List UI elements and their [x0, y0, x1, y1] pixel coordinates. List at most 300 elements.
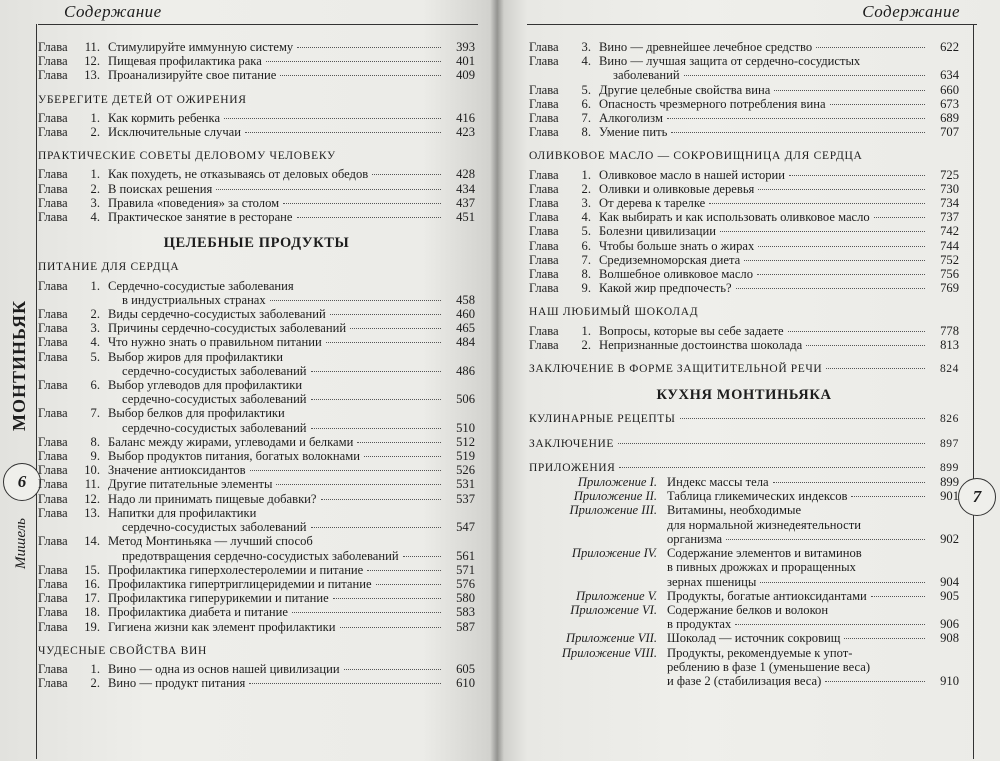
title-line — [108, 364, 475, 378]
leader-dots — [333, 598, 441, 599]
chapter-label: Глава — [529, 337, 559, 352]
chapter-number: 11. — [84, 40, 100, 54]
page-ref: 547 — [456, 520, 475, 535]
page-ref: 778 — [940, 323, 959, 338]
title-text: Таблица гликемических индексов — [667, 489, 848, 504]
title-text: Надо ли принимать пищевые добавки? — [108, 491, 317, 506]
chapter-number: 19. — [84, 619, 100, 634]
chapter-number: 7. — [90, 406, 100, 421]
page-ref: 561 — [456, 548, 475, 563]
chapter-label: Глава — [38, 576, 68, 591]
chapter-title — [108, 662, 475, 676]
title-line — [108, 293, 475, 307]
chapter-entry — [38, 335, 475, 349]
chapter-number: 7. — [581, 252, 591, 267]
title-line: Выбор белков для профилактики — [108, 406, 285, 421]
chapter-number: 2. — [90, 307, 100, 322]
title-text: Оливки и оливковые деревья — [599, 181, 755, 196]
chapter-number: 1. — [90, 661, 100, 676]
chapter-title — [108, 463, 475, 477]
chapter-title — [599, 196, 959, 210]
chapter-title — [599, 125, 959, 139]
chapter-number: 6. — [581, 238, 591, 253]
leader-dots — [709, 203, 925, 204]
chapter-label: Глава — [38, 676, 68, 691]
page-ref: 622 — [940, 40, 959, 54]
chapter-entry — [38, 605, 475, 619]
title-text: сердечно-сосудистых заболеваний — [122, 363, 307, 378]
title-text: Вино — древнейшее лечебное средство — [599, 40, 813, 54]
chapter-entry — [38, 406, 475, 434]
chapter-entry — [38, 196, 475, 210]
chapter-label: Глава — [529, 238, 559, 253]
leader-dots — [684, 75, 925, 76]
page-ref: 506 — [456, 392, 475, 407]
chapter-number: 11. — [84, 477, 100, 492]
chapter-title — [667, 631, 959, 645]
title-text: предотвращения сердечно-сосудистых заболеваний — [122, 548, 399, 563]
chapter-number: 6. — [90, 378, 100, 393]
page-ref: 510 — [456, 420, 475, 435]
page-ref: 901 — [940, 489, 959, 504]
page-ref: 660 — [940, 82, 959, 97]
title-line: Содержание белков и волокон — [667, 602, 829, 617]
title-text: Причины сердечно-сосудистых заболеваний — [108, 321, 347, 336]
chapter-label: Глава — [38, 661, 68, 676]
title-line — [108, 449, 475, 463]
title-line — [108, 662, 475, 676]
title-line — [108, 605, 475, 619]
chapter-title — [108, 307, 475, 321]
chapter-label: Глава — [38, 40, 68, 54]
page-ref: 486 — [456, 363, 475, 378]
chapter-entry — [529, 253, 959, 267]
title-line — [599, 239, 959, 253]
page-ref: 769 — [940, 281, 959, 296]
section-title: ПРИЛОЖЕНИЯ — [529, 461, 616, 474]
title-line — [108, 125, 475, 139]
page-ref: 409 — [456, 68, 475, 83]
chapter-entry — [529, 125, 959, 139]
title-text: организма — [667, 531, 723, 546]
title-line: реблению в фазе 1 (уменьшение веса) — [667, 659, 871, 674]
chapter-title — [108, 196, 475, 210]
chapter-label: Глава — [38, 278, 68, 293]
side-rule — [36, 24, 37, 759]
chapter-entry — [529, 83, 959, 97]
chapter-title — [667, 503, 959, 546]
chapter-number: 1. — [90, 110, 100, 125]
appendix-entry — [529, 603, 959, 631]
chapter-title — [108, 350, 475, 378]
chapter-entry — [38, 40, 475, 54]
page-ref: 813 — [940, 337, 959, 352]
title-line — [108, 210, 475, 224]
chapter-number: 2. — [581, 181, 591, 196]
section-entry — [529, 437, 959, 451]
title-line — [108, 421, 475, 435]
chapter-entry — [529, 224, 959, 238]
title-line — [108, 307, 475, 321]
leader-dots — [376, 584, 441, 585]
chapter-entry — [38, 167, 475, 181]
page-ref: 484 — [456, 335, 475, 350]
chapter-title — [108, 620, 475, 634]
title-text: Умение пить — [599, 125, 668, 140]
chapter-title — [108, 54, 475, 68]
title-line — [108, 435, 475, 449]
chapter-title — [108, 449, 475, 463]
part-heading: КУХНЯ МОНТИНЬЯКА — [656, 387, 832, 404]
title-line — [599, 224, 959, 238]
title-line — [599, 281, 959, 295]
chapter-label: Приложение VI. — [570, 602, 657, 617]
leader-dots — [216, 189, 441, 190]
chapter-title — [599, 210, 959, 224]
page-ref: 526 — [456, 463, 475, 478]
title-text: Болезни цивилизации — [599, 224, 716, 239]
section-title: ЗАКЛЮЧЕНИЕ — [529, 437, 615, 450]
title-line — [108, 196, 475, 210]
chapter-number: 14. — [84, 534, 100, 549]
chapter-number: 1. — [90, 278, 100, 293]
title-text: Другие питательные элементы — [108, 477, 273, 492]
title-line — [599, 210, 959, 224]
page-ref: 634 — [940, 68, 959, 83]
leader-dots — [340, 627, 441, 628]
page-ref: 580 — [456, 591, 475, 606]
chapter-entry — [529, 324, 959, 338]
chapter-label: Глава — [529, 181, 559, 196]
title-line: Содержание элементов и витаминов — [667, 546, 862, 561]
title-line — [599, 97, 959, 111]
title-line: Сердечно-сосудистые заболевания — [108, 278, 294, 293]
leader-dots — [874, 217, 925, 218]
chapter-label: Приложение IV. — [571, 546, 657, 561]
chapter-number: 17. — [84, 591, 100, 606]
title-text: Профилактика диабета и питание — [108, 605, 288, 620]
chapter-title — [599, 111, 959, 125]
leader-dots — [789, 175, 925, 176]
leader-dots — [245, 132, 441, 133]
chapter-title — [108, 68, 475, 82]
chapter-label: Глава — [38, 491, 68, 506]
chapter-number: 13. — [84, 505, 100, 520]
chapter-entry — [38, 125, 475, 139]
title-text: Чтобы больше знать о жирах — [599, 238, 755, 253]
chapter-label: Глава — [38, 619, 68, 634]
title-text: Исключительные случаи — [108, 125, 241, 140]
chapter-number: 18. — [84, 605, 100, 620]
title-text: Профилактика гиперурикемии и питание — [108, 591, 329, 606]
chapter-label: Глава — [529, 111, 559, 126]
chapter-label: Глава — [529, 252, 559, 267]
chapter-title — [599, 224, 959, 238]
title-line: для нормальной жизнедеятельности — [667, 517, 861, 532]
chapter-number: 1. — [90, 167, 100, 182]
leader-dots — [270, 300, 441, 301]
chapter-title — [108, 321, 475, 335]
appendix-entry — [529, 489, 959, 503]
chapter-entry — [38, 534, 475, 562]
chapter-title — [108, 506, 475, 534]
chapter-title — [108, 111, 475, 125]
chapter-number: 16. — [84, 576, 100, 591]
title-text: Вопросы, которые вы себе задаете — [599, 323, 784, 338]
title-line: Продукты, рекомендуемые к упот- — [667, 645, 853, 660]
page-number: 6 — [3, 463, 41, 501]
leader-dots — [871, 596, 925, 597]
chapter-label: Приложение III. — [569, 503, 657, 518]
leader-dots — [297, 47, 441, 48]
title-line — [108, 68, 475, 82]
chapter-title — [108, 167, 475, 181]
chapter-label: Глава — [38, 562, 68, 577]
leader-dots — [720, 231, 925, 232]
chapter-label: Глава — [38, 307, 68, 322]
chapter-title — [667, 475, 959, 489]
chapter-label: Глава — [529, 323, 559, 338]
right-page — [497, 0, 1000, 761]
title-text: Профилактика гиперхолестеролемии и питание — [108, 562, 364, 577]
chapter-label: Глава — [38, 335, 68, 350]
page-ref: 393 — [456, 40, 475, 54]
title-text: Что нужно знать о правильном питании — [108, 335, 322, 350]
leader-dots — [667, 118, 925, 119]
leader-dots — [326, 342, 441, 343]
leader-dots — [758, 189, 925, 190]
page-ref: 899 — [940, 475, 959, 490]
leader-dots — [806, 345, 925, 346]
section-entry — [529, 461, 959, 475]
section-heading: НАШ ЛЮБИМЫЙ ШОКОЛАД — [529, 306, 699, 319]
chapter-label: Глава — [529, 281, 559, 296]
page-ref: 571 — [456, 562, 475, 577]
title-text: Средиземноморская диета — [599, 252, 741, 267]
title-line — [599, 324, 959, 338]
chapter-title — [108, 605, 475, 619]
page-ref: 752 — [940, 252, 959, 267]
title-line — [108, 111, 475, 125]
page-ref: 437 — [456, 195, 475, 210]
title-text: сердечно-сосудистых заболеваний — [122, 392, 307, 407]
title-line: Вино — лучшая защита от сердечно-сосудистых — [599, 54, 861, 69]
leader-dots — [357, 442, 441, 443]
title-text: Как похудеть, не отказываясь от деловых обедов — [108, 167, 369, 182]
chapter-label: Глава — [38, 449, 68, 464]
page-ref: 906 — [940, 617, 959, 632]
page-ref: 899 — [939, 461, 959, 474]
chapter-entry — [529, 182, 959, 196]
chapter-title — [599, 168, 959, 182]
page-ref: 730 — [940, 181, 959, 196]
page-ref: 531 — [456, 477, 475, 492]
chapter-label: Глава — [38, 534, 68, 549]
chapter-label: Приложение VII. — [566, 631, 657, 646]
chapter-entry — [38, 68, 475, 82]
leader-dots — [826, 368, 925, 369]
chapter-label: Глава — [529, 82, 559, 97]
title-text: Профилактика гипертриглицеридемии и питание — [108, 576, 372, 591]
title-line — [599, 83, 959, 97]
page-ref: 460 — [456, 307, 475, 322]
title-line — [108, 463, 475, 477]
page-ref: 905 — [940, 588, 959, 603]
title-line — [108, 520, 475, 534]
leader-dots — [330, 314, 441, 315]
leader-dots — [280, 75, 441, 76]
chapter-number: 3. — [581, 196, 591, 211]
page-ref: 707 — [940, 125, 959, 140]
chapter-number: 3. — [90, 321, 100, 336]
title-text: Стимулируйте иммунную систему — [108, 40, 294, 54]
leader-dots — [297, 217, 442, 218]
appendix-entry — [529, 475, 959, 489]
chapter-title — [667, 489, 959, 503]
chapter-label: Глава — [38, 167, 68, 182]
running-title: Содержание — [862, 2, 960, 21]
title-line — [108, 54, 475, 68]
chapter-label: Приложение II. — [573, 489, 657, 504]
chapter-title — [599, 182, 959, 196]
title-text: Алкоголизм — [599, 111, 663, 126]
title-line: Метод Монтиньяка — лучший способ — [108, 534, 313, 549]
chapter-title — [108, 125, 475, 139]
chapter-number: 3. — [90, 195, 100, 210]
chapter-entry — [529, 111, 959, 125]
title-text: сердечно-сосудистых заболеваний — [122, 520, 307, 535]
title-line — [599, 68, 959, 82]
chapter-entry — [38, 506, 475, 534]
title-line — [108, 392, 475, 406]
title-text: Какой жир предпочесть? — [599, 281, 732, 296]
section-heading: УБЕРЕГИТЕ ДЕТЕЙ ОТ ОЖИРЕНИЯ — [38, 93, 247, 106]
section-heading: ПИТАНИЕ ДЛЯ СЕРДЦА — [38, 261, 180, 274]
chapter-number: 9. — [581, 281, 591, 296]
title-text: Волшебное оливковое масло — [599, 267, 754, 282]
chapter-title — [108, 477, 475, 491]
title-line: в пивных дрожжах и проращенных — [667, 560, 856, 575]
chapter-entry — [529, 97, 959, 111]
leader-dots — [671, 132, 925, 133]
part-heading: ЦЕЛЕБНЫЕ ПРОДУКТЫ — [163, 235, 350, 252]
chapter-label: Глава — [38, 505, 68, 520]
leader-dots — [266, 61, 441, 62]
chapter-entry — [38, 182, 475, 196]
leader-dots — [372, 174, 441, 175]
section-title: ЗАКЛЮЧЕНИЕ В ФОРМЕ ЗАЩИТИТЕЛЬНОЙ РЕЧИ — [529, 363, 823, 376]
chapter-number: 4. — [581, 210, 591, 225]
toc-left — [38, 40, 475, 690]
leader-dots — [680, 418, 925, 419]
running-title: Содержание — [64, 2, 162, 21]
chapter-number: 9. — [90, 449, 100, 464]
chapter-title — [599, 54, 959, 82]
leader-dots — [350, 328, 441, 329]
chapter-label: Приложение V. — [576, 588, 657, 603]
chapter-entry — [38, 378, 475, 406]
page-ref: 910 — [940, 673, 959, 688]
page-ref: 610 — [456, 676, 475, 691]
page-ref: 742 — [940, 224, 959, 239]
chapter-entry — [38, 307, 475, 321]
chapter-label: Глава — [38, 54, 68, 69]
leader-dots — [311, 527, 441, 528]
page-ref: 824 — [939, 363, 959, 376]
title-line: Выбор углеводов для профилактики — [108, 378, 303, 393]
chapter-label: Глава — [529, 40, 559, 54]
chapter-number: 12. — [84, 54, 100, 69]
chapter-title — [599, 83, 959, 97]
header-rule — [527, 24, 977, 25]
chapter-title — [108, 378, 475, 406]
chapter-label: Глава — [38, 68, 68, 83]
title-line — [599, 338, 959, 352]
chapter-entry — [38, 111, 475, 125]
chapter-label: Глава — [529, 125, 559, 140]
title-line — [108, 563, 475, 577]
chapter-title — [108, 335, 475, 349]
title-text: Вино — продукт питания — [108, 676, 246, 691]
chapter-label: Глава — [529, 196, 559, 211]
title-text: Практическое занятие в ресторане — [108, 210, 293, 225]
chapter-title — [108, 676, 475, 690]
chapter-title — [108, 577, 475, 591]
chapter-title — [108, 591, 475, 605]
title-text: зернах пшеницы — [667, 574, 757, 589]
page-ref: 605 — [456, 661, 475, 676]
page-ref: 576 — [456, 576, 475, 591]
chapter-entry — [38, 449, 475, 463]
appendix-entry — [529, 546, 959, 589]
chapter-title — [667, 603, 959, 631]
chapter-title — [667, 646, 959, 689]
chapter-title — [667, 546, 959, 589]
leader-dots — [760, 582, 925, 583]
chapter-label: Глава — [529, 167, 559, 182]
leader-dots — [250, 470, 441, 471]
chapter-label: Глава — [38, 125, 68, 140]
title-text: Гигиена жизни как элемент профилактики — [108, 619, 336, 634]
title-line — [599, 168, 959, 182]
leader-dots — [618, 443, 925, 444]
title-line — [667, 589, 959, 603]
leader-dots — [773, 482, 925, 483]
page-ref: 583 — [456, 605, 475, 620]
chapter-number: 2. — [90, 125, 100, 140]
chapter-number: 2. — [90, 181, 100, 196]
title-text: Оливковое масло в нашей истории — [599, 167, 786, 182]
appendix-entry — [529, 589, 959, 603]
chapter-label: Приложение I. — [577, 475, 657, 490]
chapter-entry — [529, 210, 959, 224]
title-line — [599, 196, 959, 210]
chapter-entry — [38, 463, 475, 477]
chapter-entry — [529, 40, 959, 54]
leader-dots — [403, 556, 441, 557]
chapter-entry — [38, 492, 475, 506]
chapter-title — [599, 324, 959, 338]
page-ref: 725 — [940, 167, 959, 182]
title-line — [108, 167, 475, 181]
title-text: Шоколад — источник сокровищ — [667, 631, 841, 646]
section-title: КУЛИНАРНЫЕ РЕЦЕПТЫ — [529, 413, 676, 426]
chapter-label: Глава — [529, 267, 559, 282]
chapter-entry — [38, 350, 475, 378]
leader-dots — [825, 681, 925, 682]
leader-dots — [744, 260, 925, 261]
chapter-number: 12. — [84, 491, 100, 506]
